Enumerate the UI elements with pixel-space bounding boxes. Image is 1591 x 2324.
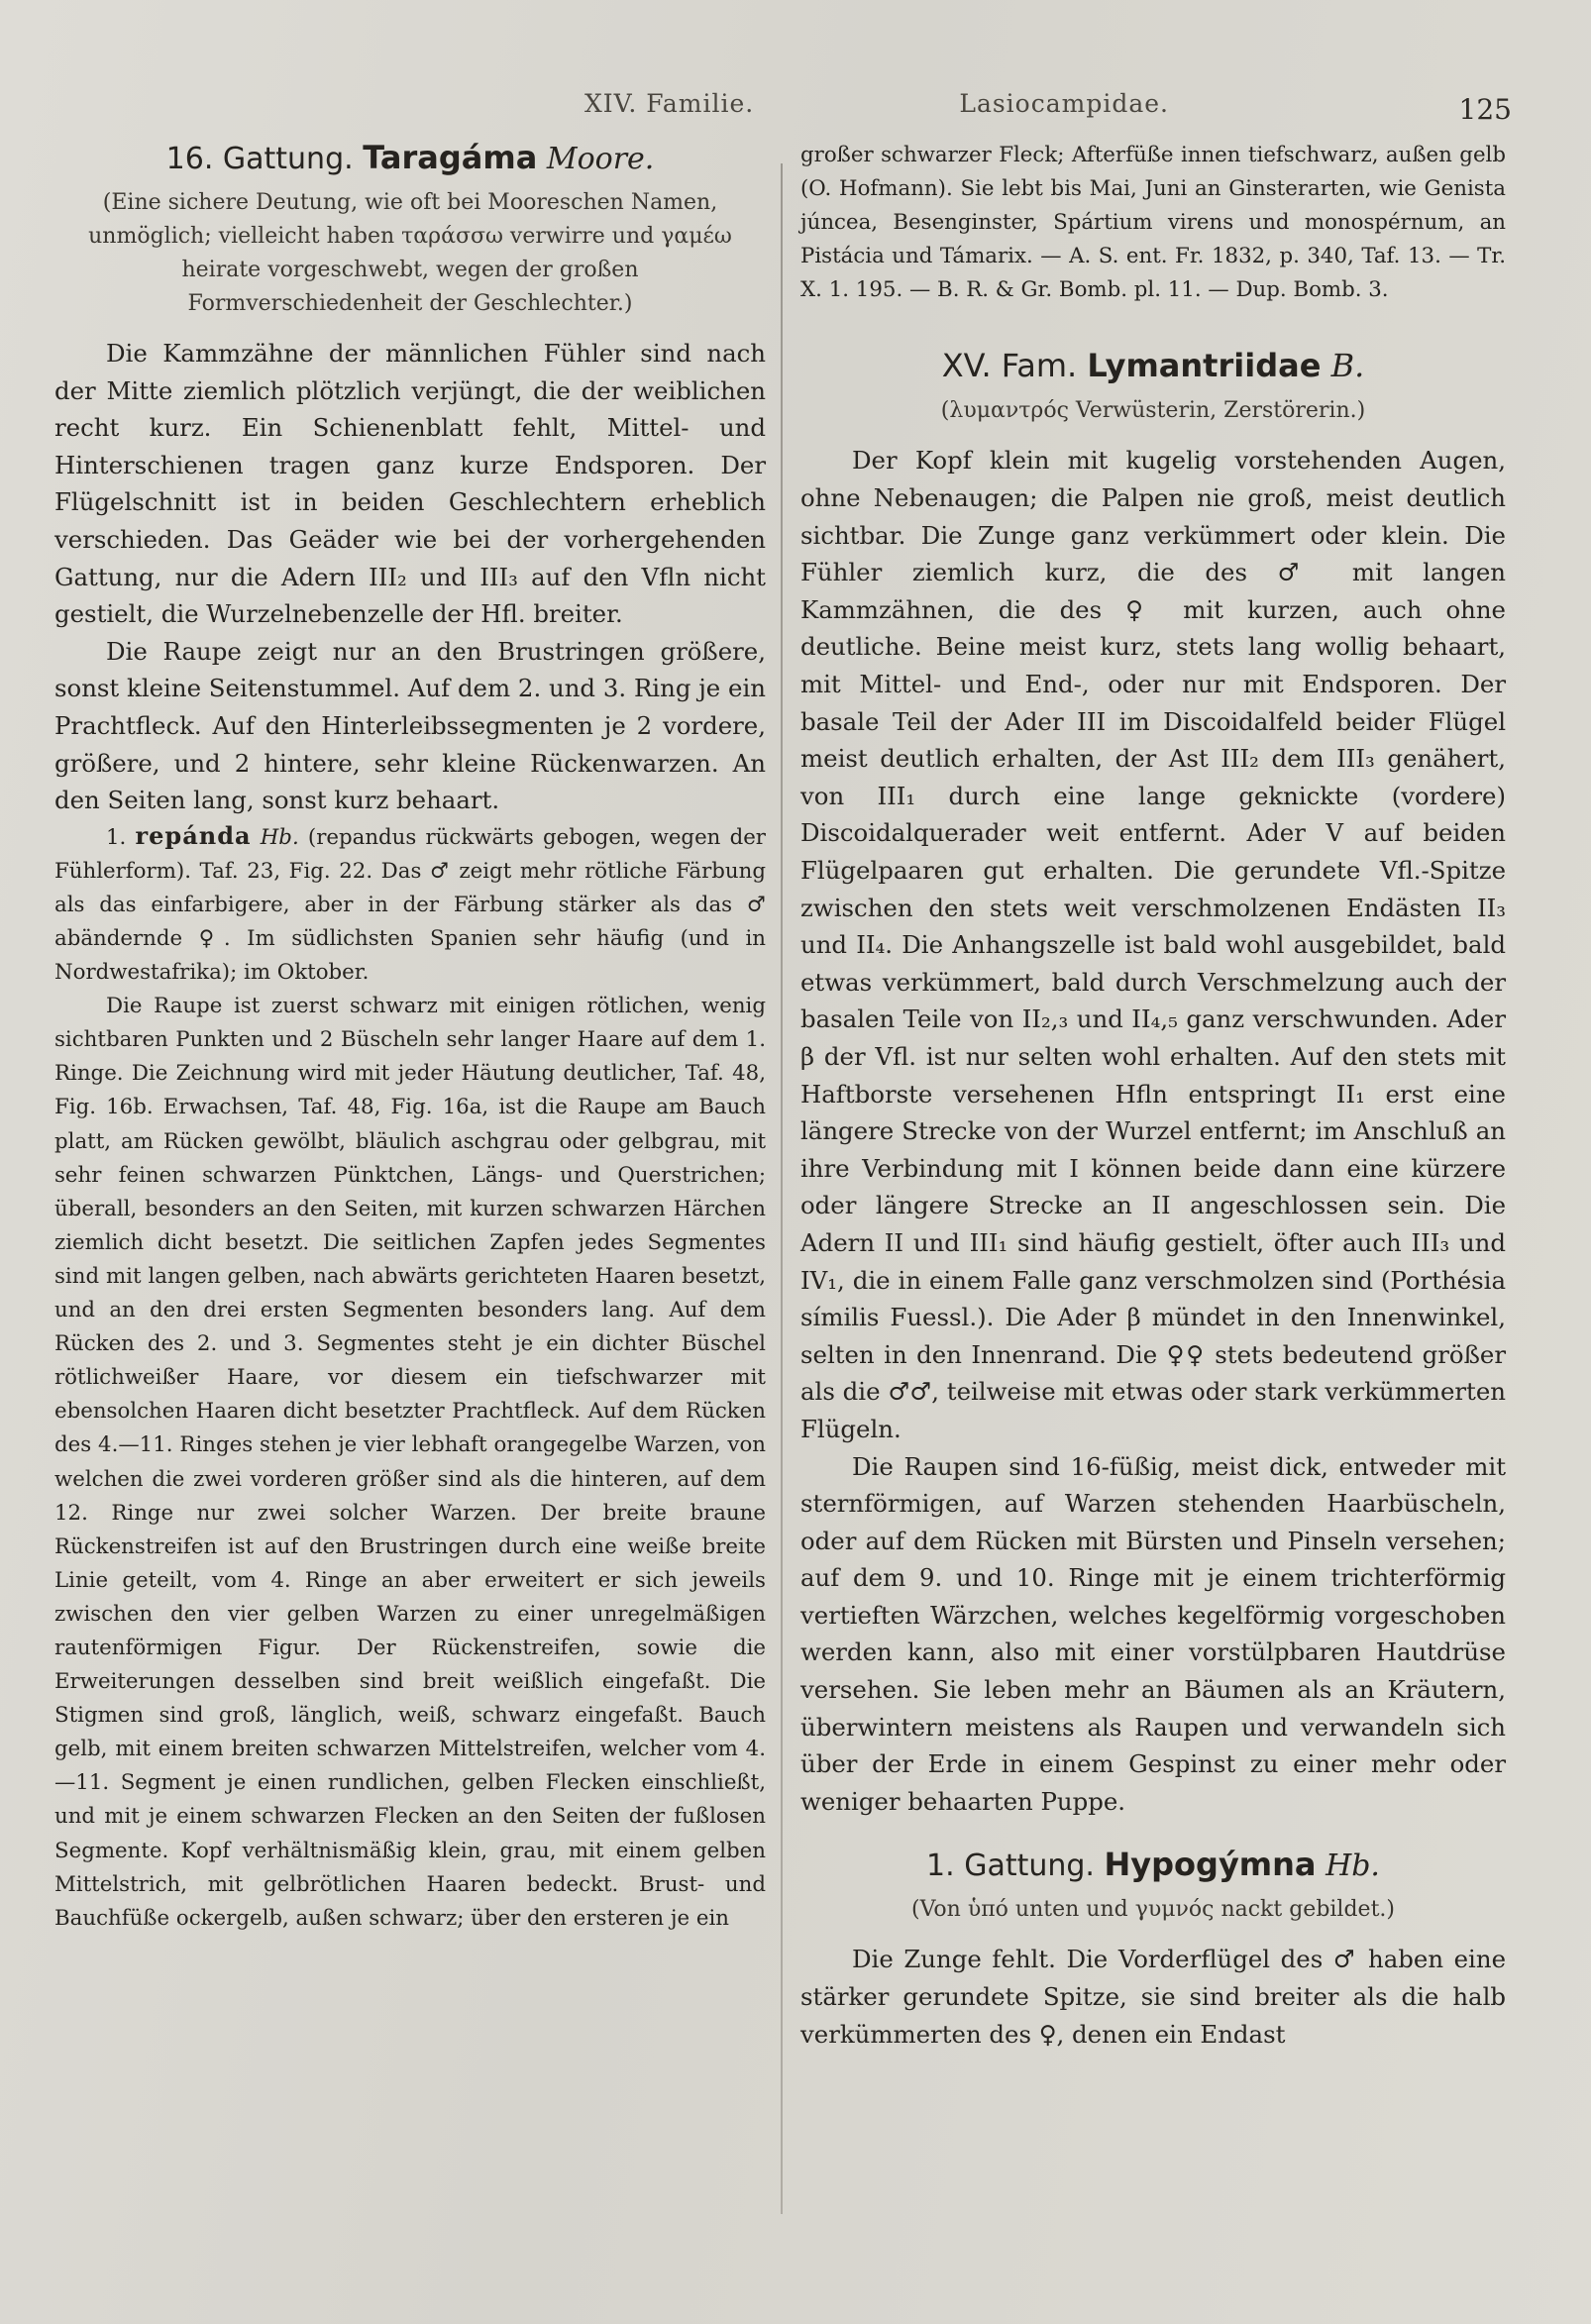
genus-description: Die Kammzähne der männlichen Fühler sind nach der Mitte ziemlich plötzlich verjüngt, die der weiblichen recht kurz. Ein Schienenblatt fehlt, Mittel- und Hinterschienen tragen ganz kurze Endsporen. Der Flügelschnitt ist in beiden Geschlechtern erheblich verschieden. Das Geäder wie bei der vorhergehenden Gattung, nur die Adern III₂ und III₃ auf den Vfln nicht gestielt, die Wurzelnebenzelle der Hfl. breiter.	[54, 339, 766, 629]
species-number: 1.	[106, 824, 127, 850]
family-etymology: (λυμαντρός Verwüsterin, Zerstörerin.)	[940, 398, 1366, 424]
genus-larva-description: Die Raupe zeigt nur an den Brustringen größere, sonst kleine Seitenstummel. Auf dem 2. und 3. Ring je ein Prachtfleck. Auf den Hinterleibssegmenten je 2 vordere, größere, und 2 hintere, sehr kleine Rückenwarzen. An den Seiten lang, sonst kurz behaart.	[54, 636, 766, 815]
family-author: B.	[1330, 347, 1365, 385]
species-entry-repanda	[54, 819, 766, 990]
genus-heading-hypogymna	[800, 1846, 1506, 1883]
family-larva-description: Die Raupen sind 16-füßig, meist dick, entweder mit sternförmigen, auf Warzen stehenden Haarbüscheln, oder auf dem Rücken mit Bürsten und Pinseln versehen; auf dem 9. und 10. Ringe mit je einem trichterförmig vertieften Wärzchen, welches kegelförmig vorgeschoben werden kann, also mit einer vorstülpbaren Hautdrüse versehen. Sie leben mehr an Bäumen als an Kräutern, überwintern meistens als Raupen und verwandeln sich über der Erde in einem Gespinst zu einer mehr oder weniger behaarten Puppe.	[800, 1451, 1506, 1816]
species-larva-description: Die Raupe ist zuerst schwarz mit einigen rötlichen, wenig sichtbaren Punkten und 2 Büscheln sehr langer Haare auf dem 1. Ringe. Die Zeichnung wird mit jeder Häutung deutlicher, Taf. 48, Fig. 16b. Erwachsen, Taf. 48, Fig. 16a, ist die Raupe am Bauch platt, am Rücken gewölbt, bläulich aschgrau oder gelbgrau, mit sehr feinen schwarzen Pünktchen, Längs- und Querstrichen; überall, besonders an den Seiten, mit kurzen schwarzen Härchen ziemlich dicht besetzt. Die seitlichen Zapfen jedes Segmentes sind mit langen gelben, nach abwärts gerichteten Haaren besetzt, und an den drei ersten Segmenten besonders lang. Auf dem Rücken des 2. und 3. Segmentes steht je ein dichter Büschel rötlichweißer Haare, vor diesem ein tiefschwarzer mit ebensolchen Haaren dicht besetzter Prachtfleck. Auf dem Rücken des 4.—11. Ringes stehen je vier lebhaft orangegelbe Warzen, von welchen die zwei vorderen größer sind als die hinteren, auf dem 12. Ringe nur zwei solcher Warzen. Der breite braune Rückenstreifen ist auf den Brustringen durch eine weiße breite Linie geteilt, vom 4. Ringe an aber erweitert er sich jeweils zwischen den vier gelben Warzen zu einer unregelmäßigen rautenförmigen Figur. Der Rückenstreifen, sowie die Erweiterungen desselben sind breit weißlich eingefaßt. Die Stigmen sind groß, länglich, weiß, schwarz eingefaßt. Bauch gelb, mit einem breiten schwarzen Mittelstreifen, welcher vom 4.—11. Segment je einen rundlichen, gelben Flecken einschließt, und mit je einem schwarzen Flecken an den Seiten der fußlosen Segmente. Kopf verhältnismäßig klein, grau, mit einem gelben Mittelstrich, mit gelbrötlichen Haaren bedeckt. Brust- und Bauchfüße ockergelb, außen schwarz; über den ersteren je ein	[54, 994, 766, 1931]
running-head-family: XIV. Familie.	[584, 89, 755, 118]
family-name: Lymantriidae	[1087, 347, 1322, 385]
running-head-family-name: Lasiocampidae.	[959, 89, 1169, 118]
species-continuation: großer schwarzer Fleck; Afterfüße innen tiefschwarz, außen gelb (O. Hofmann). Sie lebt bis Mai, Juni an Ginsterarten, wie Genista júncea, Besenginster, Spártium virens und monospérnum, an Pistácia und Támarix. — A. S. ent. Fr. 1832, p. 340, Taf. 13. — Tr. X. 1. 195. — B. R. & Gr. Bomb. pl. 11. — Dup. Bomb. 3.	[800, 143, 1506, 303]
genus-description: Die Zunge fehlt. Die Vorderflügel des ♂ haben eine stärker gerundete Spitze, sie sind breiter als die halb verkümmerten des ♀, denen ein Endast	[800, 1945, 1506, 2049]
genus-name: Hypogýmna	[1104, 1846, 1317, 1884]
genus-author: Hb.	[1326, 1849, 1380, 1884]
species-name: repánda	[135, 820, 252, 850]
genus-etymology: (Von ὑπό unten und γυμνός nackt gebildet.)	[910, 1897, 1395, 1923]
species-author: Hb.	[260, 824, 299, 850]
genus-etymology: (Eine sichere Deutung, wie oft bei Mooreschen Namen, unmöglich; vielleicht haben ταράσσω verwirre und γαμέω heirate vorgeschwebt, wegen der großen Formverschiedenheit der Geschlechter.)	[88, 190, 732, 316]
column-divider	[781, 163, 783, 2214]
left-column	[54, 139, 766, 1936]
family-number: XV. Fam.	[941, 347, 1078, 385]
genus-name: Taragáma	[363, 139, 538, 176]
right-column	[800, 139, 1506, 2053]
running-head	[584, 89, 1417, 118]
page-number: 125	[1458, 93, 1512, 126]
genus-author: Moore.	[546, 142, 655, 176]
species-text: (repandus rückwärts gebogen, wegen der Fühlerform). Taf. 23, Fig. 22. Das ♂ zeigt mehr rötliche Färbung als das einfarbigere, aber in der Färbung stärker als das ♂ abändernde ♀. Im südlichsten Spanien sehr häufig (und in Nordwestafrika); im Oktober.	[54, 824, 766, 986]
genus-number: 1. Gattung.	[926, 1849, 1095, 1884]
genus-number: 16. Gattung.	[165, 142, 354, 176]
genus-heading-taragama	[54, 139, 766, 176]
family-description: Der Kopf klein mit kugelig vorstehenden Augen, ohne Nebenaugen; die Palpen nie groß, meist deutlich sichtbar. Die Zunge ganz verkümmert oder klein. Die Fühler ziemlich kurz, die des ♂ mit langen Kammzähnen, die des ♀ mit kurzen, auch ohne deutliche. Beine meist kurz, stets lang wollig behaart, mit Mittel- und End-, oder nur mit Endsporen. Der basale Teil der Ader III im Discoidalfeld beider Flügel meist deutlich erhalten, der Ast III₂ dem III₃ genähert, von III₁ durch eine lange geknickte (vordere) Discoidalquerader weit entfernt. Ader V auf beiden Flügelpaaren gut erhalten. Die gerundete Vfl.-Spitze zwischen den stets weit verschmolzenen Endästen II₃ und II₄. Die Anhangszelle ist bald wohl ausgebildet, bald etwas verkümmert, bald durch Verschmelzung auch der basalen Teile von II₂,₃ und II₄,₅ ganz verschwunden. Ader β der Vfl. ist nur selten wohl erhalten. Auf den stets mit Haftborste versehenen Hfln entspringt II₁ erst eine längere Strecke von der Wurzel entfernt; im Anschluß an ihre Verbindung mit I können beide dann eine kürzere oder längere Strecke an II angeschlossen sein. Die Adern II und III₁ sind häufig gestielt, öfter auch III₃ und IV₁, die in einem Falle ganz verschmolzen sind (Porthésia símilis Fuessl.). Die Ader β mündet in den Innenwinkel, selten in den Innenrand. Die ♀♀ stets bedeutend größer als die ♂♂, teilweise mit etwas oder stark verkümmerten Flügeln.	[800, 446, 1506, 1443]
family-heading-lymantriidae	[800, 347, 1506, 384]
